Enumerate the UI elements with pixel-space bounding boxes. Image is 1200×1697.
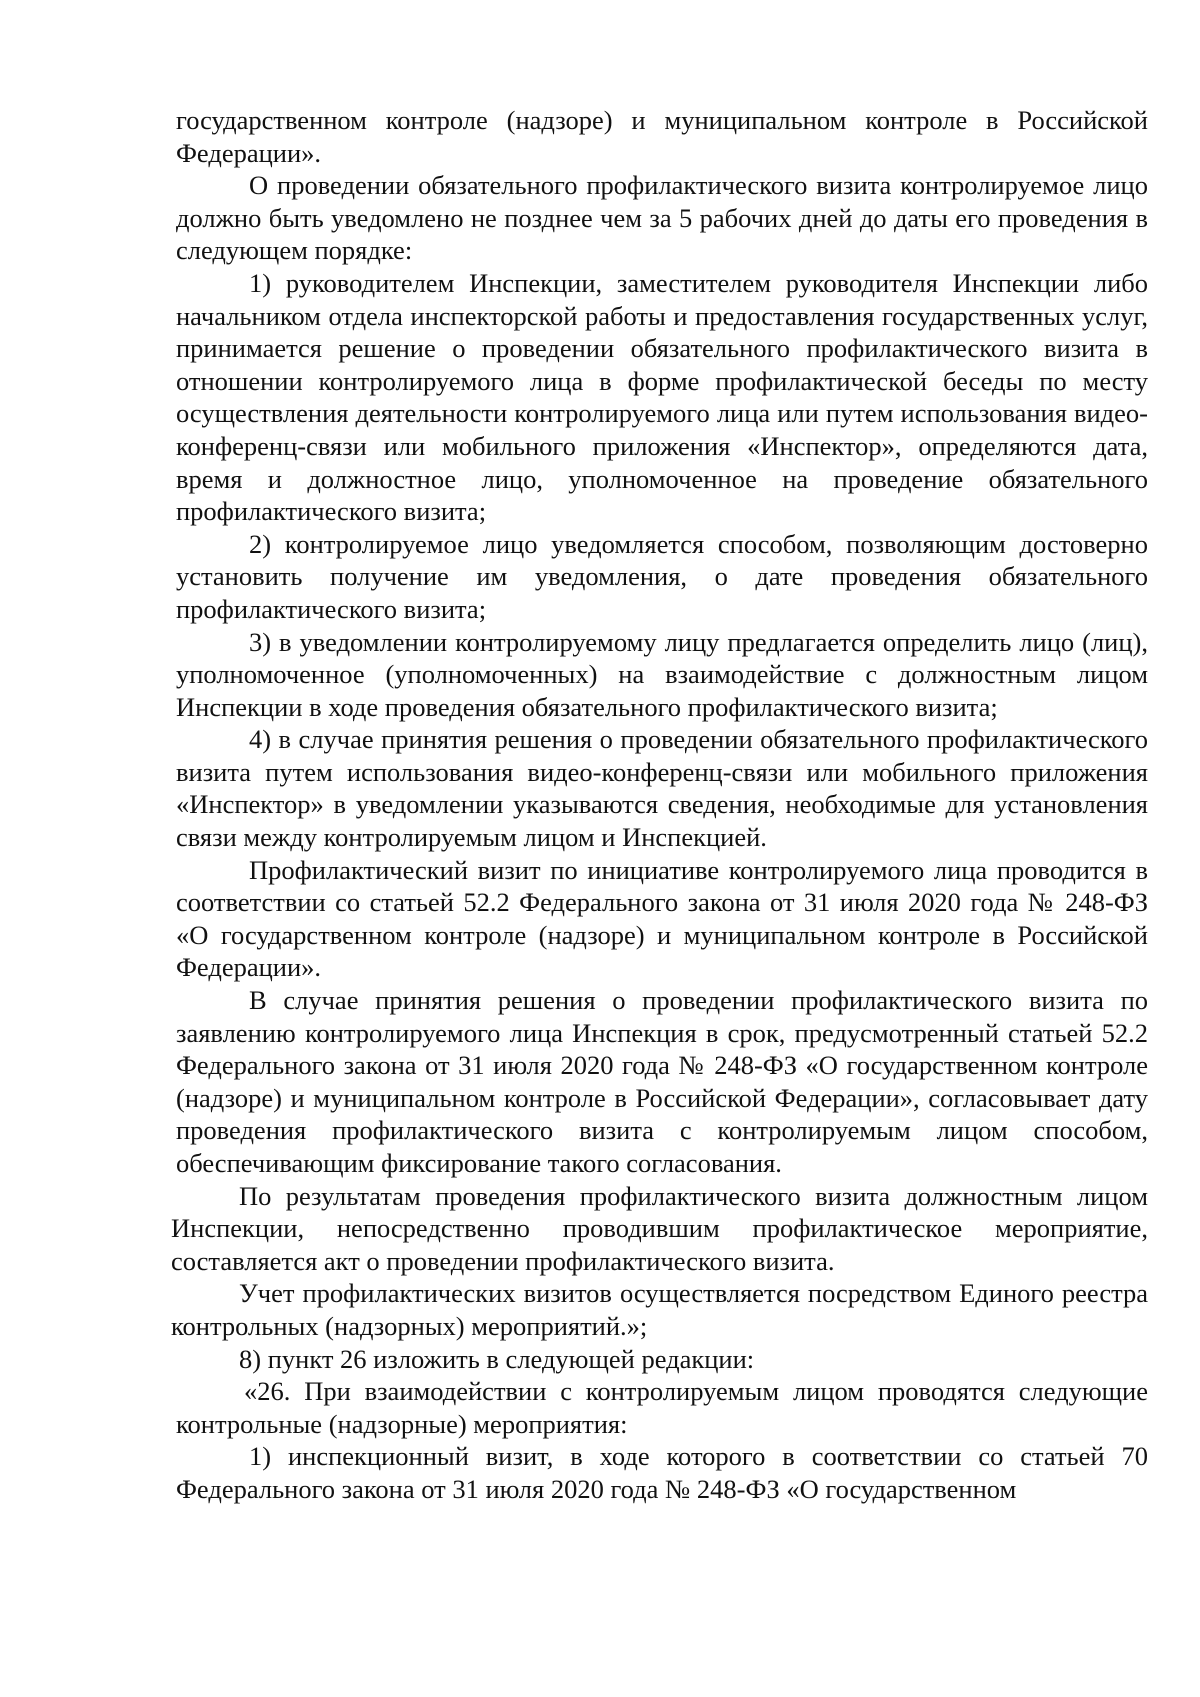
paragraph-item-3: 3) в уведомлении контролируемому лицу предлагается определить лицо (лиц), уполномоченное (уполномоченных) на взаимодействие с должностным лицом Инспекции в ходе проведения обязательного профилактического визита; — [176, 626, 1148, 722]
paragraph-visit-initiative: Профилактический визит по инициативе контролируемого лица проводится в соответствии со статьей 52.2 Федерального закона от 31 июля 2020 года № 248-ФЗ «О государственном контроле (надзоре) и муниципальном контроле в Российской Федерации». — [176, 854, 1148, 983]
paragraph-clause-26: «26. При взаимодействии с контролируемым лицом проводятся следующие контрольные (надзорные) мероприятия: — [176, 1376, 1148, 1439]
paragraph-visit-registry: Учет профилактических визитов осуществляется посредством Единого реестра контрольных (надзорных) мероприятий.»; — [171, 1278, 1148, 1341]
document-body — [171, 104, 1148, 1506]
paragraph-visit-results: По результатам проведения профилактического визита должностным лицом Инспекции, непосредственно проводившим профилактическое мероприятие, составляется акт о проведении профилактического визита. — [171, 1180, 1148, 1276]
paragraph-item-2: 2) контролируемое лицо уведомляется способом, позволяющим достоверно установить получение им уведомления, о дате проведения обязательного профилактического визита; — [176, 528, 1148, 624]
paragraph-item-8: 8) пункт 26 изложить в следующей редакции: — [239, 1343, 755, 1374]
paragraph-notification-intro: О проведении обязательного профилактического визита контролируемое лицо должно быть уведомлено не позднее чем за 5 рабочих дней до даты его проведения в следующем порядке: — [176, 170, 1148, 266]
paragraph-continuation: государственном контроле (надзоре) и муниципальном контроле в Российской Федерации». — [176, 105, 1148, 168]
paragraph-item-4: 4) в случае принятия решения о проведении обязательного профилактического визита путем использования видео-конференц-связи или мобильного приложения «Инспектор» в уведомлении указываются сведения, необходимые для установления связи между контролируемым лицом и Инспекцией. — [176, 724, 1148, 853]
paragraph-visit-application: В случае принятия решения о проведении профилактического визита по заявлению контролируемого лица Инспекция в срок, предусмотренный статьей 52.2 Федерального закона от 31 июля 2020 года № 248-ФЗ «О государственном контроле (надзоре) и муниципальном контроле в Российской Федерации», согласовывает дату проведения профилактического визита с контролируемым лицом способом, обеспечивающим фиксирование такого согласования. — [176, 985, 1148, 1178]
paragraph-item-1: 1) руководителем Инспекции, заместителем руководителя Инспекции либо начальником отдела инспекторской работы и предоставления государственных услуг, принимается решение о проведении обязательного профилактического визита в отношении контролируемого лица в форме профилактической беседы по месту осуществления деятельности контролируемого лица или путем использования видео-конференц-связи или мобильного приложения «Инспектор», определяются дата, время и должностное лицо, уполномоченное на проведение обязательного профилактического визита; — [176, 267, 1148, 527]
paragraph-inspection-visit: 1) инспекционный визит, в ходе которого в соответствии со статьей 70 Федерального закона от 31 июля 2020 года № 248-ФЗ «О государственном — [176, 1441, 1148, 1504]
